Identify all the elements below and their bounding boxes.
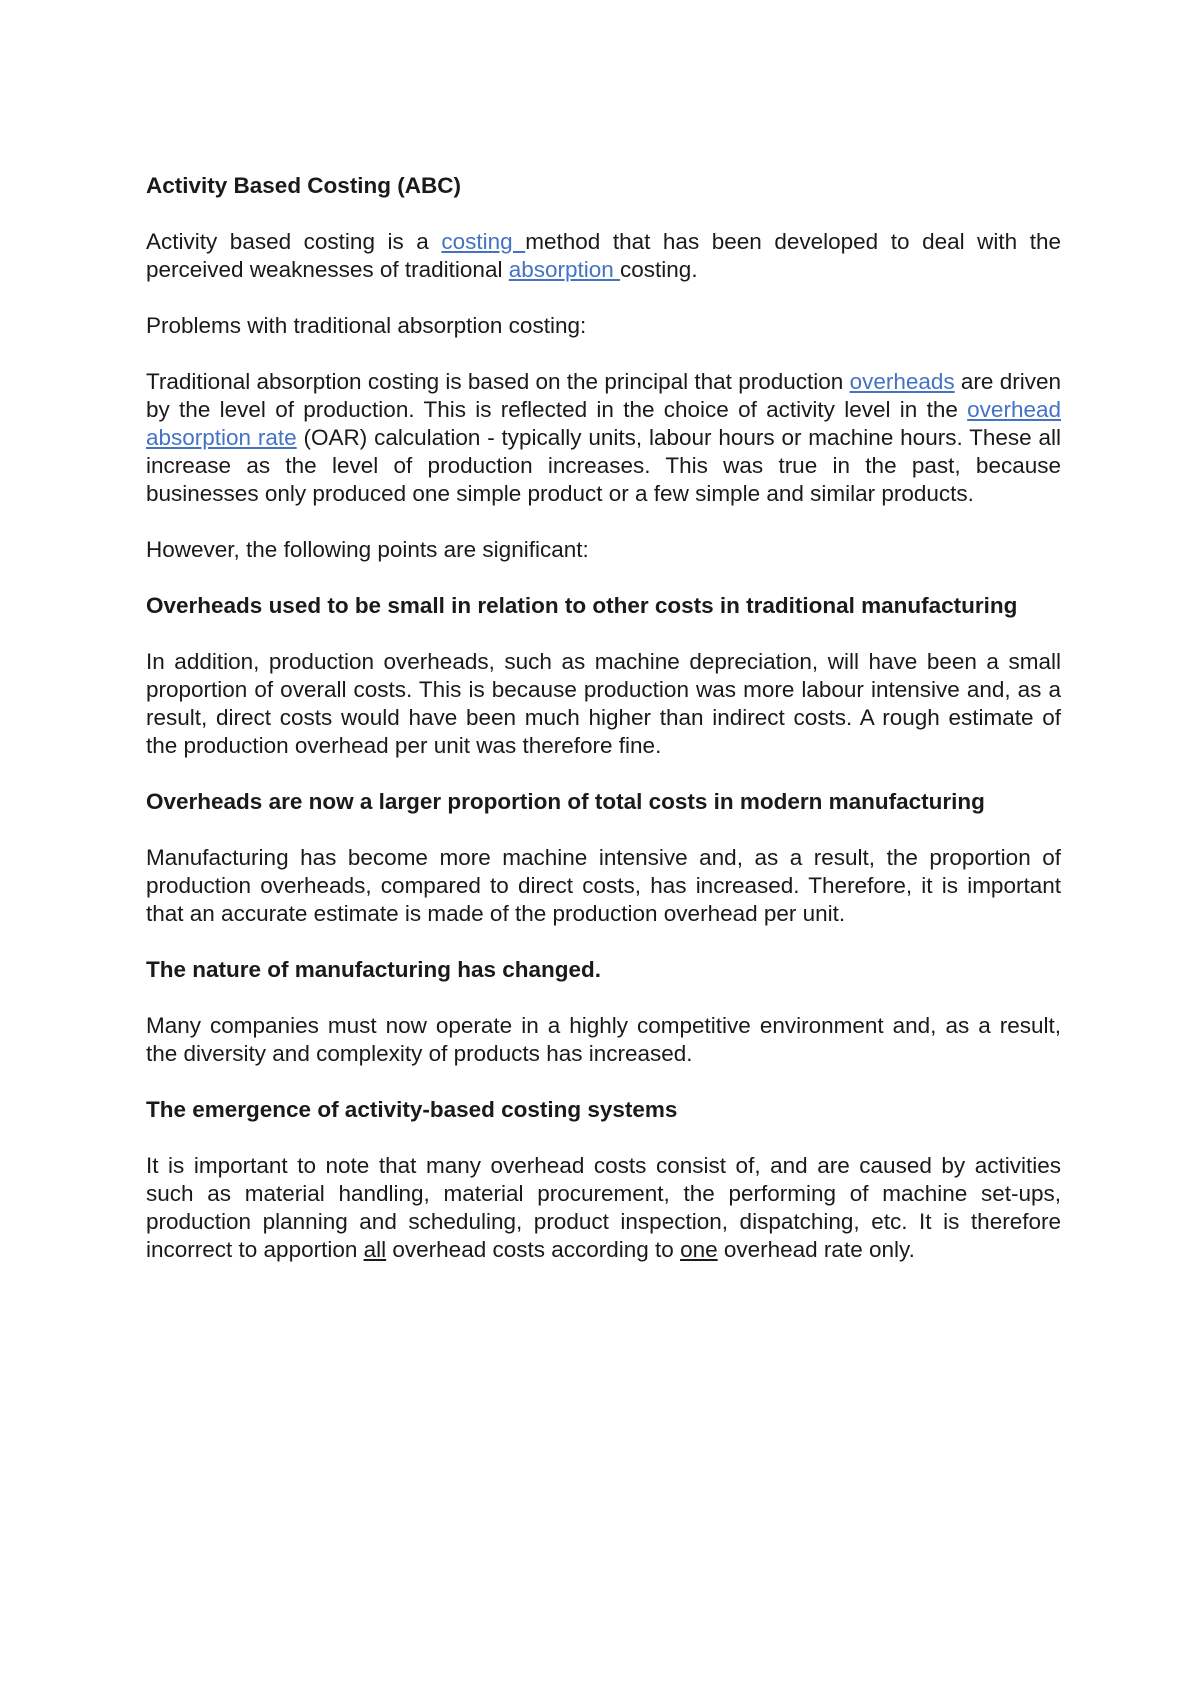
section-heading-larger-proportion: Overheads are now a larger proportion of total costs in modern manufacturing xyxy=(146,789,985,814)
section-body-nature-changed: Many companies must now operate in a highly competitive environment and, as a result, the diversity and complexity of products has increased. xyxy=(146,1013,1061,1066)
problems-label: Problems with traditional absorption costing: xyxy=(146,313,587,338)
section-heading-nature-changed: The nature of manufacturing has changed. xyxy=(146,957,602,982)
section-heading-small-overheads: Overheads used to be small in relation to other costs in traditional manufacturing xyxy=(146,593,1018,618)
traditional-text-1: Traditional absorption costing is based on the principal that production xyxy=(146,369,850,394)
section-body-emergence-abc xyxy=(146,1152,1061,1264)
underlined-all: all xyxy=(363,1237,387,1262)
section-body-larger-proportion: Manufacturing has become more machine intensive and, as a result, the proportion of production overheads, compared to direct costs, has increased. Therefore, it is important that an accurate estimate is made of the production overhead per unit. xyxy=(146,845,1061,926)
traditional-text-3: (OAR) calculation - typically units, labour hours or machine hours. These all increase as the level of production increases. This was true in the past, because businesses only produced one simple product or a few simple and similar products. xyxy=(146,425,1061,506)
emergence-text-2: overhead costs according to xyxy=(386,1237,681,1262)
document-body xyxy=(146,172,1061,1292)
intro-text-1: Activity based costing is a xyxy=(146,229,442,254)
absorption-link[interactable]: absorption xyxy=(508,257,621,282)
intro-paragraph xyxy=(146,228,1061,284)
emergence-text-1: It is important to note that many overhead costs consist of, and are caused by activities such as material handling, material procurement, the performing of machine set-ups, production planning and scheduling, product inspection, dispatching, etc. It is therefore incorrect to apportion xyxy=(146,1153,1061,1262)
section-body-small-overheads: In addition, production overheads, such as machine depreciation, will have been a small proportion of overall costs. This is because production was more labour intensive and, as a result, direct costs would have been much higher than indirect costs. A rough estimate of the production overhead per unit was therefore fine. xyxy=(146,649,1061,758)
emergence-text-3: overhead rate only. xyxy=(717,1237,915,1262)
traditional-text-2: are driven by the level of production. This is reflected in the choice of activity level in the xyxy=(146,369,1061,422)
intro-text-3: costing. xyxy=(620,257,698,282)
overhead-absorption-rate-link[interactable]: overhead absorption rate xyxy=(146,397,1061,450)
intro-text-2: method that has been developed to deal with the perceived weaknesses of traditional xyxy=(146,229,1061,282)
traditional-paragraph xyxy=(146,368,1061,508)
overheads-link[interactable]: overheads xyxy=(849,369,955,394)
underlined-one: one xyxy=(680,1237,718,1262)
section-heading-emergence-abc: The emergence of activity-based costing systems xyxy=(146,1097,678,1122)
document-title: Activity Based Costing (ABC) xyxy=(146,173,462,198)
costing-link[interactable]: costing xyxy=(441,229,526,254)
however-paragraph: However, the following points are significant: xyxy=(146,537,589,562)
